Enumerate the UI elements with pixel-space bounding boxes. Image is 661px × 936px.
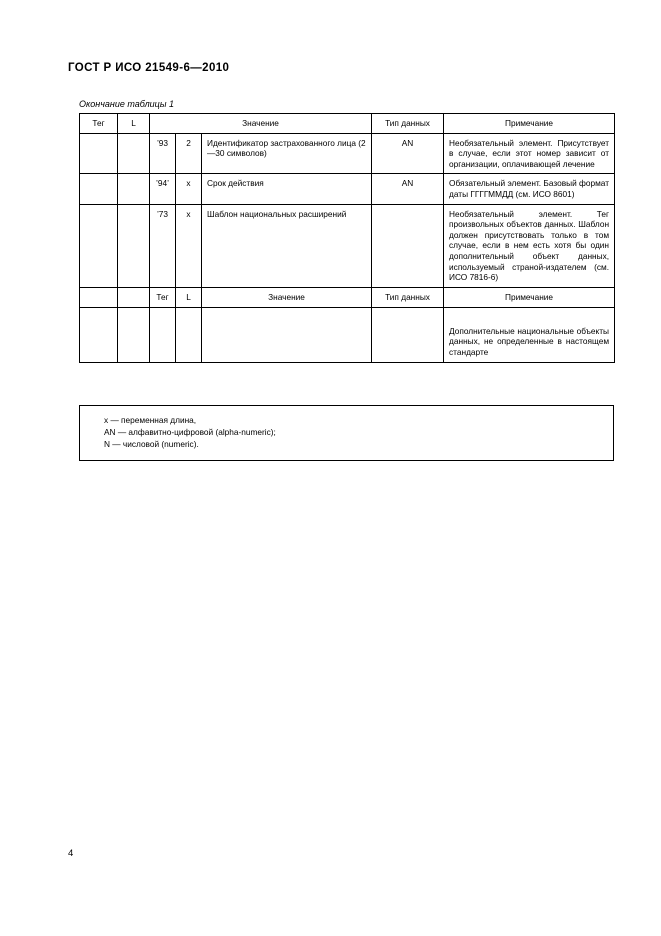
- cell-tag: [80, 133, 118, 174]
- cell-type: AN: [372, 174, 444, 204]
- cell-len: 2: [176, 133, 202, 174]
- cell-tag2: ’73: [150, 204, 176, 287]
- cell-l: [118, 204, 150, 287]
- table-caption: Окончание таблицы 1: [79, 99, 174, 109]
- table-subheader-row: [80, 287, 615, 307]
- cell-value: Срок действия: [202, 174, 372, 204]
- subcolumn-header-l: L: [176, 287, 202, 307]
- footnote-line: AN — алфавитно-цифровой (alpha-numeric);: [104, 427, 276, 438]
- cell-tag: [80, 204, 118, 287]
- cell-type: [372, 204, 444, 287]
- cell-len: x: [176, 174, 202, 204]
- cell-note: Необязательный элемент. Тег произвольных объектов данных. Шаблон должен присутствовать только в том случае, если в нем есть хотя бы один дополнительный объект данных, используемый страной-издателем (см. ИСО 7816-6): [444, 204, 615, 287]
- subcolumn-header-value: Значение: [202, 287, 372, 307]
- cell-empty: [176, 307, 202, 362]
- cell-empty: [202, 307, 372, 362]
- page-number: 4: [68, 848, 74, 859]
- table-row: [80, 133, 615, 174]
- cell-empty: [118, 307, 150, 362]
- footnote-line: N — числовой (numeric).: [104, 439, 199, 450]
- cell-empty: [118, 287, 150, 307]
- footnote-cell: [80, 406, 614, 461]
- cell-note: Обязательный элемент. Базовый формат даты ГГГГММДД (см. ИСО 8601): [444, 174, 615, 204]
- table-row: [80, 174, 615, 204]
- subcolumn-header-tag: Тег: [150, 287, 176, 307]
- subcolumn-header-note: Примечание: [444, 287, 615, 307]
- table-row: [80, 307, 615, 362]
- cell-l: [118, 133, 150, 174]
- cell-note: Дополнительные национальные объекты данных, не определенные в настоящем стандарте: [444, 307, 615, 362]
- footnote-line: x — переменная длина,: [104, 415, 197, 425]
- cell-len: x: [176, 204, 202, 287]
- data-table: [79, 113, 615, 363]
- cell-l: [118, 174, 150, 204]
- cell-tag2: ’93: [150, 133, 176, 174]
- column-header-value: Значение: [150, 114, 372, 134]
- column-header-l: L: [118, 114, 150, 134]
- cell-value: Шаблон национальных расширений: [202, 204, 372, 287]
- cell-empty: [150, 307, 176, 362]
- cell-note: Необязательный элемент. Присутствует в случае, если этот номер зависит от организации, оплачивающей лечение: [444, 133, 615, 174]
- column-header-tag: Тег: [80, 114, 118, 134]
- subcolumn-header-type: Тип данных: [372, 287, 444, 307]
- column-header-note: Примечание: [444, 114, 615, 134]
- cell-tag2: ’94’: [150, 174, 176, 204]
- table-row: [80, 204, 615, 287]
- cell-type: AN: [372, 133, 444, 174]
- column-header-type: Тип данных: [372, 114, 444, 134]
- cell-empty: [372, 307, 444, 362]
- cell-tag: [80, 174, 118, 204]
- cell-empty: [80, 287, 118, 307]
- table-header-row: [80, 114, 615, 134]
- page-header: ГОСТ Р ИСО 21549-6—2010: [68, 62, 230, 74]
- cell-empty: [80, 307, 118, 362]
- footnote-table: [79, 405, 614, 461]
- cell-value: Идентификатор застрахованного лица (2—30 символов): [202, 133, 372, 174]
